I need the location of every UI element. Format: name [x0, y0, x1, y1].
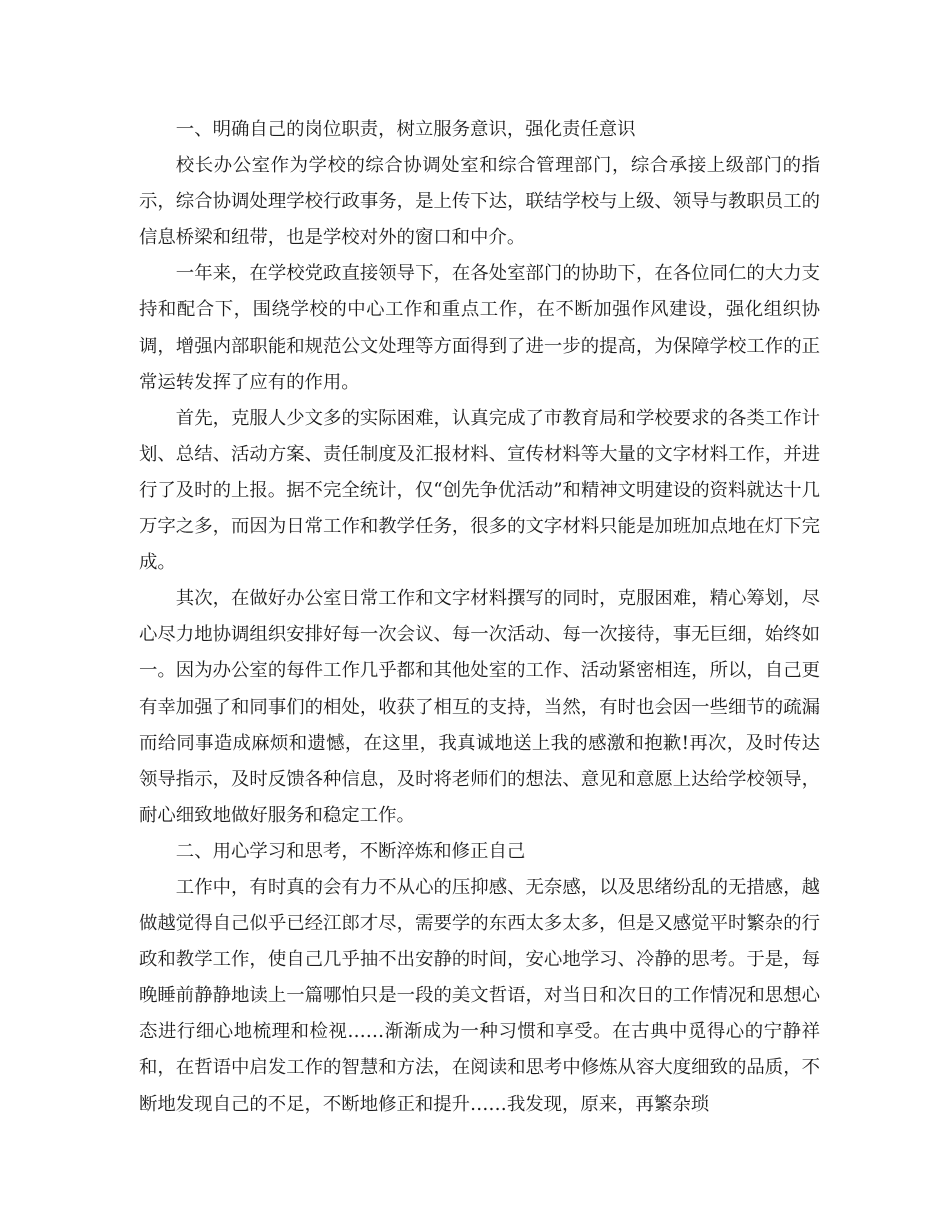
- paragraph: 首先，克服人少文多的实际困难，认真完成了市教育局和学校要求的各类工作计划、总结、活动方案、责任制度及汇报材料、宣传材料等大量的文字材料工作，并进行了及时的上报。据不完全统计，仅“创先争优活动”和精神文明建设的资料就达十几万字之多，而因为日常工作和教学任务，很多的文字材料只能是加班加点地在灯下完成。: [139, 407, 820, 574]
- paragraph: 一年来，在学校党政直接领导下，在各处室部门的协助下，在各位同仁的大力支持和配合下，围绕学校的中心工作和重点工作，在不断加强作风建设，强化组织协调，增强内部职能和规范公文处理等方面得到了进一步的提高，为保障学校工作的正常运转发挥了应有的作用。: [139, 263, 820, 393]
- section-heading-1: 一、明确自己的岗位职责，树立服务意识，强化责任意识: [175, 119, 636, 140]
- section-heading-2: 二、用心学习和思考，不断淬炼和修正自己: [175, 840, 526, 862]
- paragraph: 其次，在做好办公室日常工作和文字材料撰写的同时，克服困难，精心筹划，尽心尽力地协调组织安排好每一次会议、每一次活动、每一次接待，事无巨细，始终如一。因为办公室的每件工作几乎都和其他处室的工作、活动紧密相连，所以，自己更有幸加强了和同事们的相处，收获了相互的支持，当然，有时也会因一些细节的疏漏而给同事造成麻烦和遗憾，在这里，我真诚地送上我的感激和抱歉!再次，及时传达领导指示，及时反馈各种信息，及时将老师们的想法、意见和意愿上达给学校领导，耐心细致地做好服务和稳定工作。: [139, 588, 820, 826]
- paragraph: 校长办公室作为学校的综合协调处室和综合管理部门，综合承接上级部门的指示，综合协调处理学校行政事务，是上传下达，联结学校与上级、领导与教职员工的信息桥梁和纽带，也是学校对外的窗口和中介。: [139, 155, 820, 249]
- document-body: [139, 112, 820, 1123]
- paragraph: 工作中，有时真的会有力不从心的压抑感、无奈感，以及思绪纷乱的无措感，越做越觉得自己似乎已经江郎才尽，需要学的东西太多太多，但是又感觉平时繁杂的行政和教学工作，使自己几乎抽不出安静的时间，安心地学习、冷静的思考。于是，每晚睡前静静地读上一篇哪怕只是一段的美文哲语，对当日和次日的工作情况和思想心态进行细心地梳理和检视……渐渐成为一种习惯和享受。在古典中觅得心的宁静祥和，在哲语中启发工作的智慧和方法，在阅读和思考中修炼从容大度细致的品质，不断地发现自己的不足，不断地修正和提升……我发现，原来，再繁杂琐: [139, 876, 820, 1115]
